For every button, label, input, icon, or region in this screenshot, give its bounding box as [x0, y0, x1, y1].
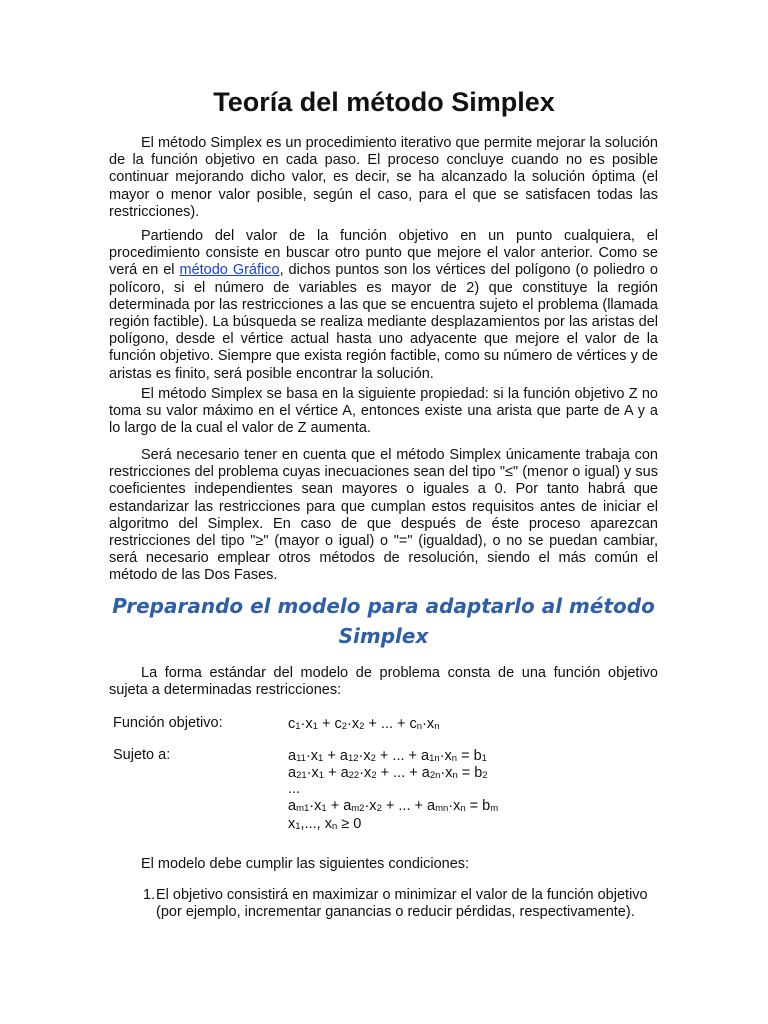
list-item-number: 1. — [143, 887, 156, 903]
list-item — [143, 887, 663, 921]
list-item-text: El objetivo consistirá en maximizar o minimizar el valor de la función objetivo (por ejemplo, incrementar ganancias o reducir pérdidas, respectivamente). — [156, 887, 648, 921]
objective-label: Función objetivo: — [113, 715, 223, 731]
nonnegativity-constraint: $x_1$,..., $x_n \ge 0$ — [288, 816, 362, 832]
paragraph-procedure — [109, 228, 658, 383]
constraint-row-2: $a_{21}\cdot x_1 + a_{22}\cdot x_2$ + ... + $a_{2n}\cdot x_n = b_2$ — [288, 765, 488, 781]
constraint-row-m: $a_{m1}\cdot x_1 + a_{m2}\cdot x_2$ + ... + $a_{mn}\cdot x_n = b_m$ — [288, 798, 499, 814]
paragraph-procedure-text-a: Partiendo del valor de la función objetivo en un punto cualquiera, el procedimiento consiste en buscar otro punto que mejore el valor anterior. Como se verá en el — [109, 228, 658, 279]
paragraph-standard-form: La forma estándar del modelo de problema consta de una función objetivo sujeta a determinadas restricciones: — [109, 665, 658, 699]
objective-function: $c_1\cdot x_1 + c_2\cdot x_2$ + ... + $c_n\cdot x_n$ — [288, 716, 440, 732]
constraint-row-1: $a_{11}\cdot x_1 + a_{12}\cdot x_2$ + ... + $a_{1n}\cdot x_n = b_1$ — [288, 748, 487, 764]
paragraph-procedure-text-b: , dichos puntos son los vértices del polígono (o poliedro o polícoro, si el número de variables es mayor de 2) que constituye la región determinada por las restricciones a las que se encuentra sujeto el problema (llamada región factible). La búsqueda se realiza mediante desplazamientos por las aristas del polígono, desde el vértice actual hasta uno adyacente que mejore el valor de la función objetivo. Siempre que exista región factible, como su número de vértices y de aristas es finito, será posible encontrar la solución. — [109, 262, 658, 382]
paragraph-intro: El método Simplex es un procedimiento iterativo que permite mejorar la solución de la función objetivo en cada paso. El proceso concluye cuando no es posible continuar mejorando dicho valor, es decir, se ha alcanzado la solución óptima (el mayor o menor valor posible, según el caso, para el que se satisfacen todas las restricciones). — [109, 135, 658, 220]
subject-label: Sujeto a: — [113, 747, 171, 763]
paragraph-conditions: El modelo debe cumplir las siguientes condiciones: — [141, 856, 470, 872]
constraint-ellipsis: ... — [288, 781, 301, 797]
paragraph-property: El método Simplex se basa en la siguiente propiedad: si la función objetivo Z no toma su valor máximo en el vértice A, entonces existe una arista que parte de A y a lo largo de la cual el valor de Z aumenta. — [109, 386, 658, 437]
section-subtitle: Preparando el modelo para adaptarlo al método Simplex — [112, 594, 655, 648]
paragraph-restrictions: Será necesario tener en cuenta que el método Simplex únicamente trabaja con restricciones del problema cuyas inecuaciones sean del tipo "≤" (menor o igual) y sus coeficientes independientes sean mayores o iguales a 0. Por tanto habrá que estandarizar las restricciones para que cumplan estos requisitos antes de iniciar el algoritmo del Simplex. En caso de que después de éste proceso aparezcan restricciones del tipo "≥" (mayor o igual) o "=" (igualdad), o no se puedan cambiar, será necesario emplear otros métodos de resolución, siendo el más común el método de las Dos Fases. — [109, 447, 658, 584]
metodo-grafico-link[interactable]: método Gráfico — [179, 262, 280, 279]
page-title: Teoría del método Simplex — [213, 87, 555, 117]
